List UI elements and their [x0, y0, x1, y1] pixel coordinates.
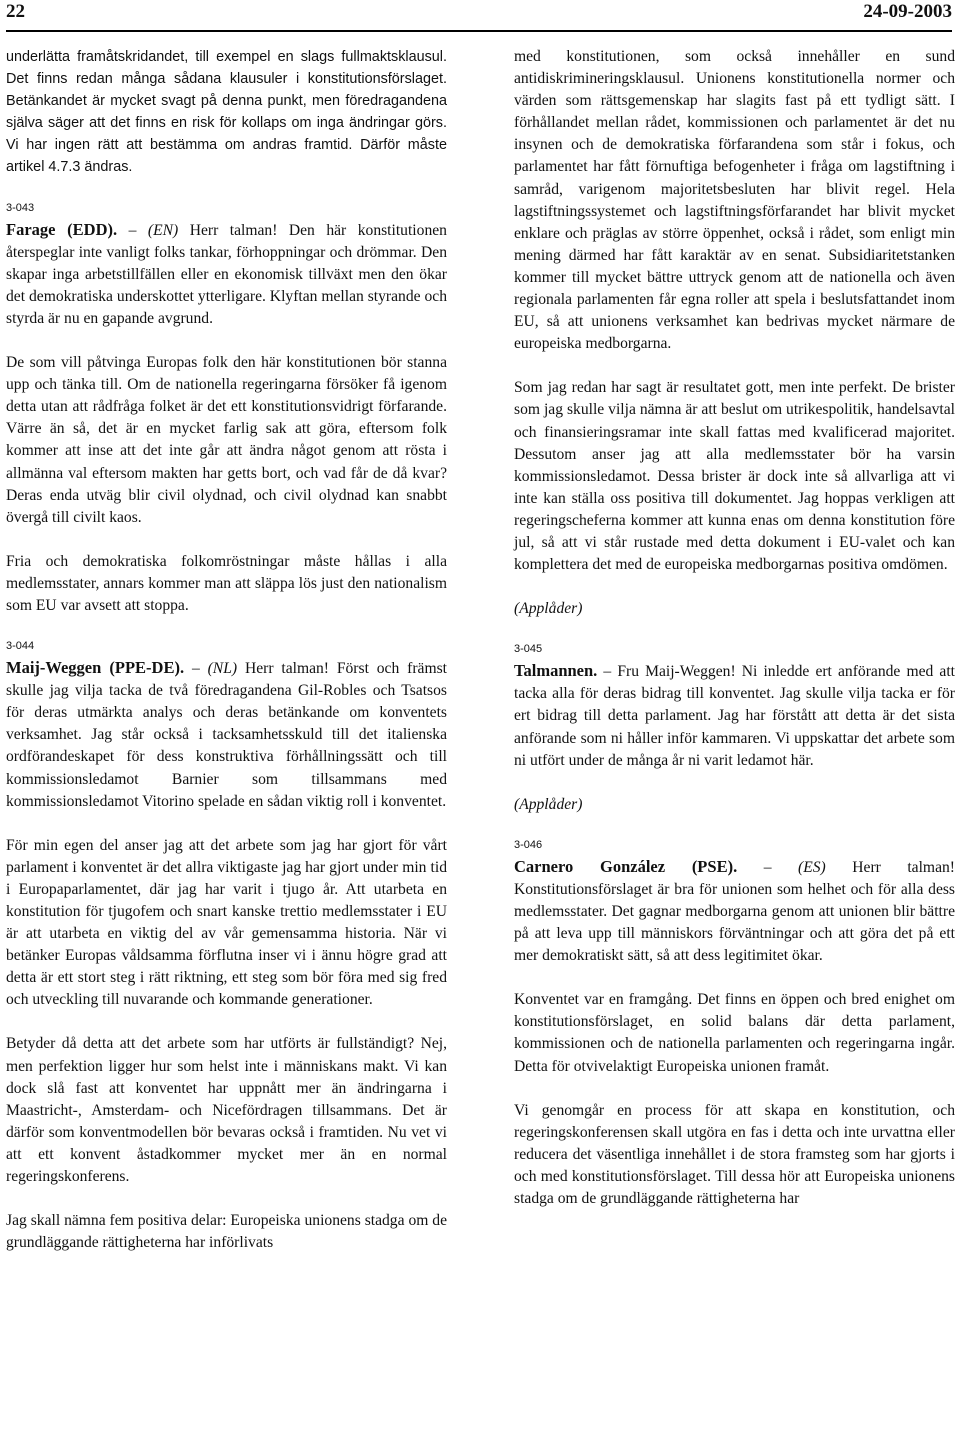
dash: – — [128, 221, 137, 239]
speech-maij-weggen — [6, 657, 447, 813]
speech-text: Fru Maij-Weggen! Ni inledde ert anförande med att tacka alla för deras bidrag till konventet. Jag skulle vilja tacka er för ert bidrag till detta parlament. Jag har förstått att detta är det sista anförande som ni håller inför kammaren. Vi uppskattar det arbete som ni utfört under de många år ni varit ledamot här. — [514, 663, 955, 769]
dash: – — [763, 858, 772, 876]
speaker-name: Farage (EDD). — [6, 219, 118, 239]
page-number: 22 — [6, 1, 25, 22]
dash: – — [191, 660, 200, 678]
paragraph: De som vill påtvinga Europas folk den här konstitutionen bör stanna upp och tänka till. Om de nationella regeringarna försöker få igenom detta utan att rådfråga folket är det ett konstitutionsvidrigt förfarande. Värre än så, det är en mycket farlig sak att göra, eftersom folk kommer att inse att det inte går att ändra något genom att rösta i allmänna val eftersom makten har getts bort, och vad får de då kvar? Deras enda utväg blir civil olydnad, och civil olydnad kan snabbt övergå till civilt kaos. — [6, 354, 447, 526]
intervention-number: 3-044 — [6, 640, 35, 653]
paragraph: med konstitutionen, som också innehåller en sund antidiskrimineringsklausul. Unionens konstitutionella normer och värden som rättsgemenskap har slagits fast på ett tydligt sätt. I förhållandet mellan rådet, kommissionen och parlamentet är det nu insynen och de demokratiska förfarandena som står i fokus, och parlamentet har fått förnuftiga befogenheter i fråga om lagstiftning i samråd, varigenom majoritetsbesluten har blivit regel. Hela lagstiftningssystemet och lagstiftningsförfarandet har blivit mycket enklare och präglas av större öppenhet, också i rådet, som enligt min mening därmed har fått karaktär av en senat. Subsidiaritetstanken kommer till mycket bättre uttryck genom att de nationella och även regionala parlamenten får egna roller att spela i beslutsfattandet inom EU, så att unionens verksamhet kan bedrivas mycket närmare de europeiska medborgarna. — [514, 48, 955, 353]
speaker-name: Talmannen. — [514, 661, 598, 681]
speaker-name: Maij-Weggen (PPE-DE). — [6, 658, 185, 678]
right-column — [514, 46, 955, 1232]
language-code: (ES) — [798, 858, 826, 876]
left-column — [6, 46, 447, 1276]
paragraph: För min egen del anser jag att det arbete som jag har gjort för vårt parlament i konventet är det allra viktigaste jag har gjort under min tid i Europaparlamentet, där jag har varit i tjugo år. Att utarbeta en konstitution för tjugofem och snart kanske trettio medlemsstater i EU är att utarbeta en viktig del av vår gemensamma historia. När vi betänker Europas våldsamma förflutna inser vi i ännu högre grad att detta är ett stort steg i rätt riktning, ett steg som bör föra med sig fred och utveckling till nuvarande och kommande generationer. — [6, 836, 447, 1009]
language-code: (NL) — [207, 660, 238, 678]
speech-text: Herr talman! Den här konstitutionen återspeglar inte vanligt folks tankar, förhoppningar och drömmar. Den skapar inga arbetstillfällen eller en ekonomisk tillväxt men den ökar det demokratiska underskottet ytterligare. Klyftan mellan styrande och styrda är nu en gapande avgrund. — [6, 221, 447, 327]
language-code: (EN) — [147, 221, 179, 239]
paragraph: underlätta framåtskridandet, till exempel en slags fullmaktsklausul. Det finns redan många sådana klausuler i konstitutionsförslaget. Betänkandet är mycket svagt på denna punkt, men föredragandena själva säger att det finns en risk för kollaps om inga ändringar görs. Vi har ingen rätt att bestämma om andras framtid. Därför måste artikel 4.7.3 ändras. — [6, 49, 447, 176]
intervention-number: 3-045 — [514, 643, 543, 656]
intervention-number: 3-043 — [6, 201, 35, 214]
applause-note: (Applåder) — [514, 600, 583, 618]
dash: – — [603, 663, 612, 681]
paragraph: Vi genomgår en process för att skapa en konstitution, och regeringskonferensen skall utgöra en fas i detta och inte urvattna eller reducera det väsentliga innehållet i de stora framsteg som har gjorts i och med konstitutionsförslaget. Till dessa hör att Europeiska unionens stadga om de grundläggande rättigheterna har — [514, 1101, 955, 1208]
speech-farage — [6, 219, 447, 330]
speaker-name: Carnero González (PSE). — [514, 856, 738, 876]
applause-note: (Applåder) — [514, 795, 583, 813]
speech-text: Herr talman! Först och främst skulle jag vilja tacka de två föredragandena Gil-Robles och Tsatsos för deras utmärkta analys och deras betänkande om konventets verksamhet. Jag står också i tacksamhetsskuld till det italienska ordförandeskapet för dess konstruktiva förhållningssätt och till kommissionsledamot Barnier som tillsammans med kommissionsledamot Vitorino spelade en sådan viktig roll i konventet. — [6, 660, 447, 810]
page-header — [6, 0, 952, 32]
paragraph: Betyder då detta att det arbete som har utförts är fullständigt? Nej, men perfektion ligger hur som helst inte i människans makt. Vi kan dock slå fast att konventet har uppnått mer än ändringarna i Maastricht-, Amsterdam- och Nicefördragen tillsammans. Det är därför som konventmodellen bör bevaras också i framtiden. Nu vet vi att ett konvent åstadkommer mycket mer än en normal regeringskonferens. — [6, 1035, 447, 1186]
speech-president — [514, 660, 955, 771]
paragraph: Fria och demokratiska folkomröstningar måste hållas i alla medlemsstater, annars kommer man att släppa lös just den nationalism som EU var avsett att stoppa. — [6, 552, 447, 614]
speech-text: Herr talman! Konstitutionsförslaget är bra för unionen som helhet och för alla dess medlemsstater. Det gagnar medborgarna genom att unionen blir bättre på att leva upp till människors förväntningar och att göra det på ett mer demokratiskt sätt, så att dess legitimitet ökar. — [514, 858, 955, 965]
paragraph: Som jag redan har sagt är resultatet gott, men inte perfekt. De brister som jag skulle vilja nämna är att beslut om utrikespolitik, handelsavtal och finansieringsramar inte skall fattas med kvalificerad majoritet. Dessutom anser jag att alla medlemsstater bör ha varsin kommissionsledamot. Dessa brister är dock inte så allvarliga att vi inte kan ställa oss positiva till dokumentet. Jag hoppas verkligen att regeringscheferna kommer att kunna enas om denna konstitution före jul, så att vi står rustade med detta dokument i EU-valet och kan komplettera det med de europeiska medborgarnas positiva omdömen. — [514, 379, 955, 574]
paragraph: Jag skall nämna fem positiva delar: Europeiska unionens stadga om de grundläggande rättigheterna har införlivats — [6, 1212, 447, 1252]
speech-carnero-gonzalez — [514, 856, 955, 967]
paragraph: Konventet var en framgång. Det finns en öppen och bred enighet om konstitutionsförslaget, en solid balans där detta parlament, kommissionen och de nationella parlamenten och regeringarna ingår. Detta för otvivelaktigt Europeiska unionen framåt. — [514, 991, 955, 1075]
intervention-number: 3-046 — [514, 838, 543, 851]
sitting-date: 24-09-2003 — [863, 1, 952, 22]
